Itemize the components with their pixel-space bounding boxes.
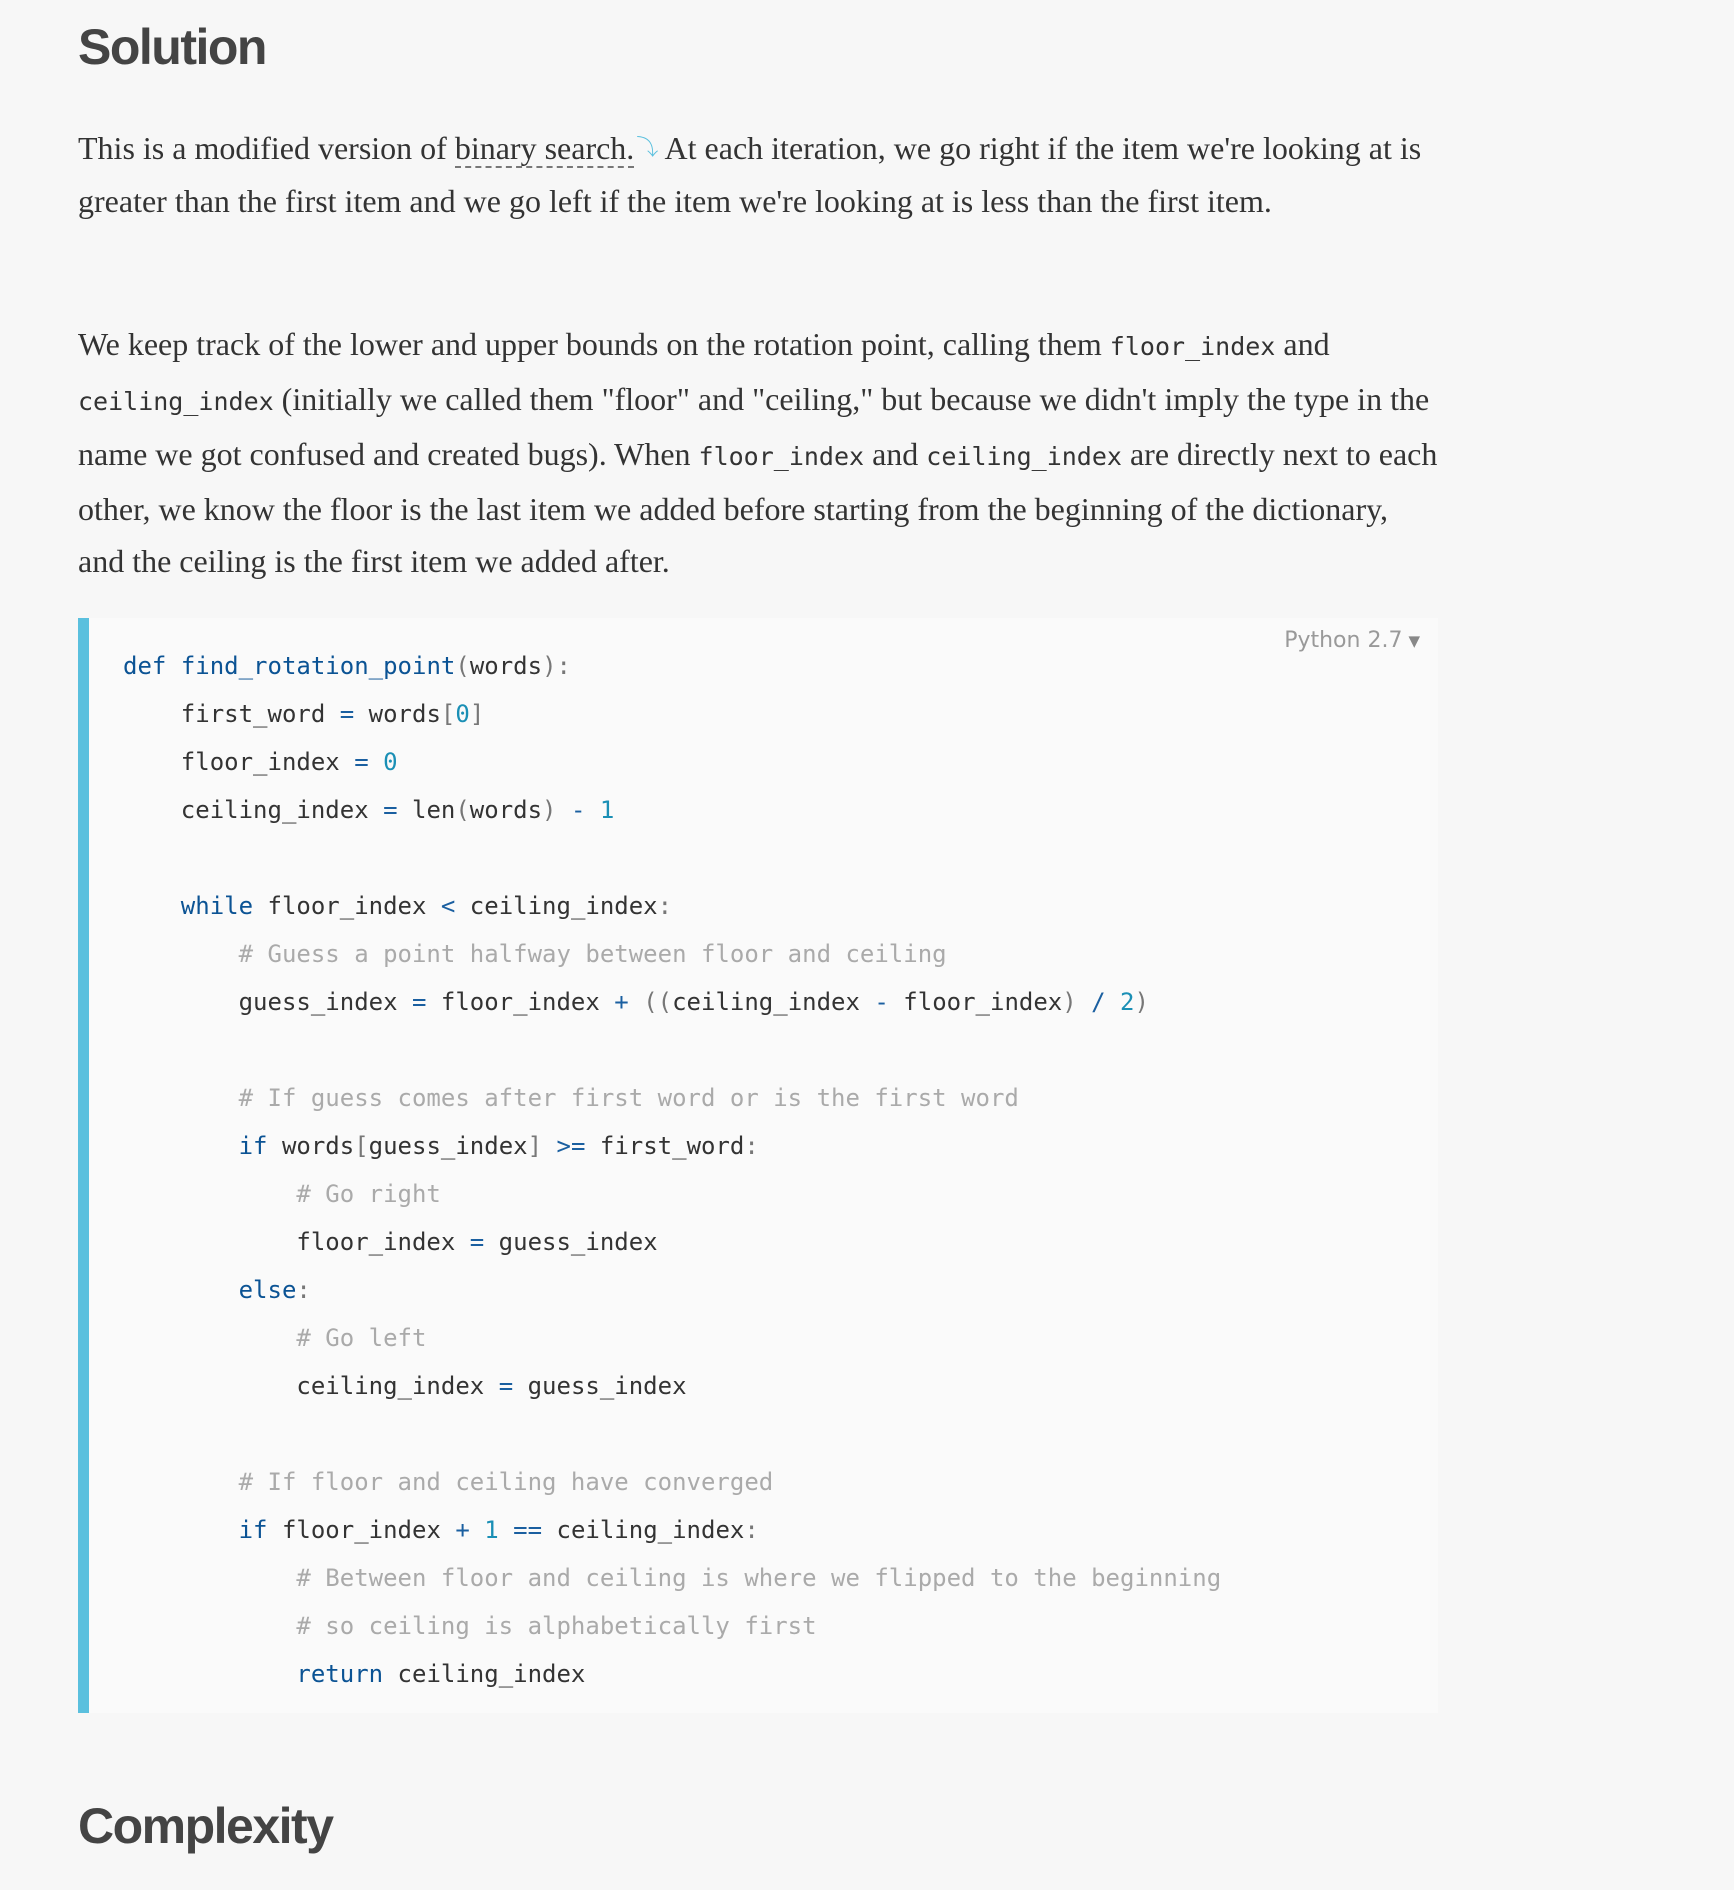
code-token: words: [469, 796, 543, 824]
solution-intro-paragraph: [78, 122, 1438, 227]
paragraph-text: are directly next to each other, we know the floor is the last item we added before starting from the beginning of the dictionary, and the ceiling is the first item we added after.: [78, 436, 1438, 579]
code-line: [123, 642, 1221, 690]
code-token: [123, 1660, 296, 1688]
code-token: floor_index: [267, 1516, 456, 1544]
code-token: floor_index: [888, 988, 1063, 1016]
code-token: # Go right: [296, 1180, 441, 1208]
code-token: [123, 1612, 296, 1640]
code-token: ceiling_index: [542, 1516, 745, 1544]
code-token: [585, 796, 599, 824]
code-token: if: [238, 1516, 268, 1544]
code-token: else: [238, 1276, 297, 1304]
code-token: [1077, 988, 1091, 1016]
bounds-explanation-paragraph: [78, 318, 1438, 587]
code-line: [123, 834, 1221, 882]
code-token: 0: [455, 700, 470, 728]
language-label: Python 2.7: [1284, 628, 1403, 653]
code-token: # Go left: [296, 1324, 427, 1352]
code-line: [123, 1602, 1221, 1650]
code-token: guess_index: [123, 988, 412, 1016]
code-token: [: [440, 700, 456, 728]
code-token: -: [874, 988, 889, 1016]
code-token: [123, 1084, 239, 1112]
code-token: if: [238, 1132, 268, 1160]
code-token: # so ceiling is alphabetically first: [296, 1612, 817, 1640]
code-line: [123, 1170, 1221, 1218]
code-line: [123, 1362, 1221, 1410]
code-token: [542, 1132, 556, 1160]
code-token: return: [296, 1660, 384, 1688]
code-token: [369, 748, 383, 776]
code-token: =: [411, 988, 427, 1016]
code-token: [123, 1324, 296, 1352]
code-token: guess_index: [513, 1372, 687, 1400]
code-line: [123, 1650, 1221, 1698]
code-token: floor_index: [253, 892, 441, 920]
code-token: =: [354, 748, 369, 776]
code-token: [123, 1468, 239, 1496]
code-token: # Guess a point halfway between floor and ceiling: [238, 940, 947, 968]
code-token: floor_index: [123, 1228, 470, 1256]
code-token: [499, 1516, 513, 1544]
code-token: +: [455, 1516, 470, 1544]
inline-code-ceiling-index: ceiling_index: [78, 387, 274, 416]
code-token: 0: [383, 748, 398, 776]
code-token: ((: [643, 988, 673, 1016]
code-line: [123, 690, 1221, 738]
code-token: words: [267, 1132, 355, 1160]
code-token: [123, 1564, 296, 1592]
inline-code-floor-index: floor_index: [1109, 332, 1276, 361]
code-token: :: [744, 1516, 759, 1544]
code-token: 2: [1120, 988, 1135, 1016]
code-line: [123, 930, 1221, 978]
code-token: ceiling_index: [123, 796, 384, 824]
code-token: [: [354, 1132, 369, 1160]
code-line: [123, 1314, 1221, 1362]
caret-down-icon: ▼: [1408, 632, 1420, 650]
code-token: # If guess comes after first word or is the first word: [238, 1084, 1019, 1112]
code-line: [123, 1266, 1221, 1314]
code-token: [123, 1516, 239, 1544]
code-line: [123, 978, 1221, 1026]
code-token: ==: [513, 1516, 543, 1544]
code-token: ceiling_index: [672, 988, 875, 1016]
code-token: =: [469, 1228, 485, 1256]
code-token: guess_index: [368, 1132, 528, 1160]
code-token: floor_index: [123, 748, 355, 776]
paragraph-text: This is a modified version of: [78, 130, 455, 166]
complexity-heading: Complexity: [78, 1798, 333, 1854]
code-token: ceiling_index: [383, 1660, 586, 1688]
code-token: ):: [542, 652, 571, 680]
code-line: [123, 786, 1221, 834]
code-token: =: [498, 1372, 514, 1400]
code-token: # If floor and ceiling have converged: [238, 1468, 774, 1496]
code-line: [123, 1554, 1221, 1602]
paragraph-text: At each iteration, we go right if the item we're looking at is greater than the first item and we go left if the item we're looking at is less than the first item.: [78, 130, 1422, 219]
code-token: ceiling_index: [455, 892, 658, 920]
code-line: [123, 882, 1221, 930]
code-token: guess_index: [484, 1228, 658, 1256]
inline-code-floor-index: floor_index: [698, 442, 865, 471]
code-token: def: [123, 652, 167, 680]
code-token: ]: [527, 1132, 543, 1160]
code-line: [123, 1218, 1221, 1266]
code-line: [123, 1026, 1221, 1074]
code-token: # Between floor and ceiling is where we flipped to the beginning: [296, 1564, 1222, 1592]
code-token: first_word: [585, 1132, 745, 1160]
code-token: +: [614, 988, 629, 1016]
code-token: words: [469, 652, 543, 680]
solution-heading: Solution: [78, 19, 266, 75]
code-token: ): [542, 796, 557, 824]
code-token: ): [1062, 988, 1077, 1016]
code-block[interactable]: [78, 618, 1438, 1713]
code-token: find_rotation_point: [180, 652, 456, 680]
code-token: while: [180, 892, 254, 920]
code-line: [123, 1122, 1221, 1170]
code-token: [123, 1276, 239, 1304]
code-token: -: [570, 796, 586, 824]
code-token: [629, 988, 643, 1016]
code-token: [123, 940, 239, 968]
code-token: :: [296, 1276, 311, 1304]
code-token: first_word: [123, 700, 340, 728]
paragraph-text: We keep track of the lower and upper bounds on the rotation point, calling them: [78, 326, 1110, 362]
code-token: [123, 892, 181, 920]
language-selector[interactable]: [1284, 628, 1420, 653]
paragraph-text: and: [1275, 326, 1330, 362]
code-token: 1: [599, 796, 615, 824]
code-line: [123, 1458, 1221, 1506]
paragraph-text: (initially we called them "floor" and "ceiling," but because we didn't imply the type in the name we got confused and created bugs). When: [78, 381, 1430, 472]
inline-code-ceiling-index: ceiling_index: [926, 442, 1122, 471]
code-listing[interactable]: [123, 642, 1221, 1698]
code-token: =: [339, 700, 355, 728]
code-token: >=: [556, 1132, 586, 1160]
code-token: [1106, 988, 1120, 1016]
code-line: [123, 1074, 1221, 1122]
code-token: (: [455, 796, 470, 824]
glossary-link-icon: ⤵: [636, 136, 659, 161]
code-token: <: [440, 892, 456, 920]
code-line: [123, 1410, 1221, 1458]
code-token: =: [383, 796, 398, 824]
code-token: :: [657, 892, 673, 920]
code-line: [123, 738, 1221, 786]
code-token: /: [1091, 988, 1106, 1016]
code-token: ]: [469, 700, 485, 728]
code-token: [166, 652, 180, 680]
code-token: [123, 1132, 239, 1160]
code-token: 1: [484, 1516, 499, 1544]
code-token: [123, 1180, 296, 1208]
code-token: ceiling_index: [123, 1372, 499, 1400]
code-token: [470, 1516, 484, 1544]
code-token: (: [455, 652, 470, 680]
code-line: [123, 1506, 1221, 1554]
binary-search-link[interactable]: binary search.: [454, 130, 635, 166]
code-token: [557, 796, 571, 824]
code-token: floor_index: [426, 988, 615, 1016]
code-token: len: [397, 796, 456, 824]
paragraph-text: and: [864, 436, 927, 472]
code-token: :: [744, 1132, 759, 1160]
code-token: words: [354, 700, 441, 728]
code-token: ): [1134, 988, 1149, 1016]
